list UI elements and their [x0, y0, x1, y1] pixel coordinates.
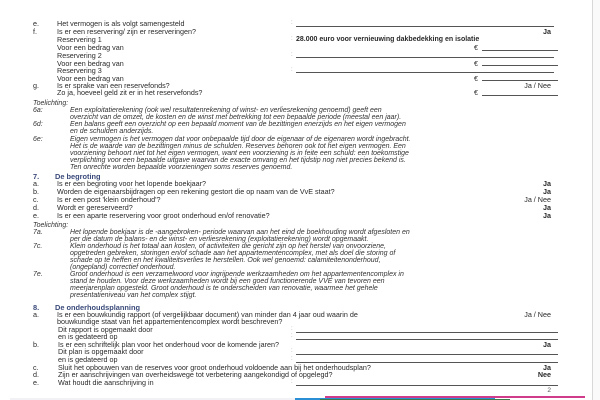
- reservation-value: 28.000 euro voor vernieuwing dakbedekking en isolatie: [296, 36, 480, 43]
- note-line: opgetreden gebreken, storingen en/of schade aan het appartementencomplex, met als doel die storing of: [70, 250, 396, 257]
- note-line: Groot onderhoud is een verzamelwoord voor ingrijpende werkzaamheden om het appartementencomplex in: [70, 271, 404, 278]
- item-label: a.: [33, 310, 39, 319]
- question-text: Dit rapport is opgemaakt door: [58, 325, 153, 334]
- question-text: Is er een schriftelijk plan voor het onderhoud voor de komende jaren?: [58, 340, 279, 349]
- item-label: e.: [33, 378, 39, 387]
- answer-field[interactable]: [296, 354, 558, 355]
- note-line: voorziening behoort niet tot het eigen vermogen, want een voorziening is in feite een schuld: een toekomstige: [70, 150, 409, 157]
- answer-value: Ja: [543, 179, 551, 188]
- section-number: 8.: [33, 303, 40, 312]
- answer-value: Ja: [543, 187, 551, 196]
- answer-field[interactable]: [296, 26, 554, 27]
- answer-options[interactable]: Ja / Nee: [524, 310, 551, 319]
- note-line: Ten onrechte worden bepaalde voorzieningen soms reserves genoemd.: [70, 164, 293, 171]
- note-label: 6e:: [33, 136, 43, 143]
- question-text: Zo ja, hoeveel geld zit er in het reservefonds?: [57, 88, 203, 97]
- toelichting-heading: Toelichting:: [33, 100, 69, 107]
- question-text: Zijn er aanschrijvingen van overheidswege tot verbetering aangekondigd of opgelegd?: [58, 370, 333, 379]
- question-text: Reservering 1: [57, 35, 102, 44]
- question-text: Is er een begroting voor het lopende boekjaar?: [57, 179, 207, 188]
- question-text: Voor een bedrag van: [57, 43, 124, 52]
- question-text: en is gedateerd op: [58, 332, 118, 341]
- question-text: Voor een bedrag van: [57, 74, 124, 83]
- amount-field[interactable]: [482, 65, 558, 66]
- question-text: Dit plan is opgemaakt door: [58, 347, 144, 356]
- item-label: a.: [33, 179, 39, 188]
- note-line: Het lopende boekjaar is de -aangebroken- periode waarvan aan het eind de boekhouding wordt afgesloten en: [70, 229, 410, 236]
- question-text: Is er een post 'klein onderhoud'?: [57, 195, 161, 204]
- note-line: (ongepland) correctief onderhoud.: [70, 264, 176, 271]
- question-text: Is er een aparte reservering voor groot onderhoud en/of renovatie?: [57, 211, 270, 220]
- answer-field[interactable]: [296, 339, 558, 340]
- item-label: c.: [33, 363, 39, 372]
- item-label: d.: [33, 203, 39, 212]
- note-label: 7a.: [33, 229, 43, 236]
- question-text: en is gedateerd op: [58, 355, 118, 364]
- answer-field[interactable]: [296, 332, 558, 333]
- note-label: 6a:: [33, 107, 43, 114]
- answer-value: Ja: [543, 363, 551, 372]
- note-line: Eigen vermogen is het vermogen dat voor onbepaalde tijd door de eigenaar of de eigenaren wordt ingebracht.: [70, 136, 411, 143]
- answer-field[interactable]: [296, 72, 554, 73]
- answer-options[interactable]: Ja / Nee: [524, 81, 551, 90]
- answer-value: Ja: [543, 27, 551, 36]
- note-label: 6d:: [33, 121, 43, 128]
- section-title: De onderhoudsplanning: [55, 303, 140, 312]
- note-line: verplichting voor een bepaalde uitgave waarvan de exacte omvang en het tijdstip nog niet precies bekend is.: [70, 157, 406, 164]
- page-number: 2: [547, 387, 551, 394]
- question-text: Reservering 2: [57, 51, 102, 60]
- note-line: Het is de waarde van de bezittingen minus de schulden. Reserves behoren ook tot het eigen vermogen. Een: [70, 143, 406, 150]
- note-line: overzicht van de omzet, de kosten en de winst met betrekking tot een bepaalde periode (meestal een jaar).: [70, 114, 402, 121]
- question-text: Reservering 3: [57, 66, 102, 75]
- answer-value: Nee: [537, 370, 551, 379]
- note-line: stand te houden. Voor deze werkzaamheden wordt bij een goed functionerende VVE van tevoren een: [70, 278, 385, 285]
- item-label: f.: [33, 27, 37, 36]
- note-line: per die datum de balans- en de winst- en verliesrekening (exploitatierekening) wordt opgemaakt.: [70, 236, 369, 243]
- question-text: Is er sprake van een reservefonds?: [57, 81, 170, 90]
- note-line: Klein onderhoud is het totaal aan kosten, of activiteiten die gericht zijn op het herstel van onvoorziene,: [70, 243, 386, 250]
- scan-margin: [593, 0, 600, 400]
- euro-sign: €: [474, 43, 478, 52]
- answer-field[interactable]: [296, 57, 554, 58]
- question-text: Het vermogen is als volgt samengesteld: [57, 19, 185, 28]
- note-line: Een exploitatierekening (ook wel resultatenrekening of winst- en verliesrekening genoemd) geeft een: [70, 107, 382, 114]
- euro-sign: €: [474, 74, 478, 83]
- note-label: 7e.: [33, 271, 43, 278]
- note-line: schade op te heffen en het kwaliteitsverlies te herstellen. Ook wel genoemd: calamiteitenonderhoud,: [70, 257, 381, 264]
- answer-value: Ja: [543, 203, 551, 212]
- section-title: De begroting: [55, 172, 101, 181]
- note-line: meerjarenplan opgesteld. Groot onderhoud is te onderscheiden van renovatie, waarmee het gehele: [70, 285, 378, 292]
- item-label: e.: [33, 19, 39, 28]
- amount-field[interactable]: [482, 95, 558, 96]
- question-text: Sluit het opbouwen van de reserves voor groot onderhoud voldoende aan bij het onderhoudsplan?: [58, 363, 371, 372]
- note-label: 7c.: [33, 243, 43, 250]
- note-line: Een balans geeft een overzicht op een bepaald moment van de bezittingen enerzijds en het eigen vermogen: [70, 121, 406, 128]
- question-text: Is er een bouwkundig rapport (of vergelijkbaar document) van minder dan 4 jaar oud waarin de: [57, 310, 358, 319]
- item-label: b.: [33, 340, 39, 349]
- answer-field[interactable]: [296, 385, 558, 386]
- question-text: Wat houdt die aanschrijving in: [58, 378, 154, 387]
- answer-options[interactable]: Ja / Nee: [524, 195, 551, 204]
- question-text: Voor een bedrag van: [57, 59, 124, 68]
- euro-sign: €: [474, 88, 478, 97]
- note-line: presentatieniveau van het complex stijgt.: [70, 292, 197, 299]
- item-label: c.: [33, 195, 39, 204]
- answer-value: Ja: [543, 340, 551, 349]
- item-label: e.: [33, 211, 39, 220]
- item-label: d.: [33, 370, 39, 379]
- question-text: Worden de eigenaarsbijdragen op een rekening gestort die op naam van de VvE staat?: [57, 187, 335, 196]
- note-line: en de schulden anderzijds.: [70, 128, 154, 135]
- euro-sign: €: [474, 59, 478, 68]
- toelichting-heading: Toelichting:: [33, 222, 69, 229]
- answer-value: Ja: [543, 211, 551, 220]
- item-label: b.: [33, 187, 39, 196]
- question-text: bouwkundige staat van het appartementencomplex wordt beschreven?: [57, 317, 283, 326]
- section-number: 7.: [33, 172, 40, 181]
- document-page: e. Het vermogen is als volgt samengesteld : f. Is er een reservering/ zijn er reserveringen? Ja Reservering 1 : 28.000 euro voor vernieuwing dakbedekking en isolatie Voor een bedrag van € Reservering 2 : Voor een bedrag van € Reservering 3 : Voor een bedrag van € g. Is er sprake van een reservefonds? Ja / Nee Zo ja, hoeveel geld zit er in het reservefonds? € Toelichting: 6a: Een exploitatierekening (ook wel resultatenrekening of winst- en verliesrekening genoemd) geeft een overzicht van de omzet, de kosten en de winst met betrekking tot een bepaalde periode (meestal een jaar). 6d: Een balans geeft een overzicht op een bepaald moment van de bezittingen enerzijds en het eigen vermogen en de schulden anderzijds. 6e: Eigen vermogen is het vermogen dat voor onbepaalde tijd door de eigenaar of de eigenaren wordt ingebracht. Het is de waarde van de bezittingen minus de schulden. Reserves behoren ook tot het eigen vermogen. Een voorziening behoort niet tot het eigen vermogen, want een voorziening is in feite een schuld: een toekomstige verplichting voor een bepaalde uitgave waarvan de exacte omvang en het tijdstip nog niet precies bekend is. Ten onrechte worden bepaalde voorzieningen soms reserves genoemd. 7. De begroting a. Is er een begroting voor het lopende boekjaar? Ja b. Worden de eigenaarsbijdragen op een rekening gestort die op naam van de VvE staat? Ja c. Is er een post 'klein onderhoud'? Ja / Nee d. Wordt er gereserveerd? Ja e. Is er een aparte reservering voor groot onderhoud en/of renovatie? Ja Toelichting: 7a. Het lopende boekjaar is de -aangebroken- periode waarvan aan het eind de boekhouding wordt afgesloten en per die datum de balans- en de winst- en verliesrekening (exploitatierekening) wordt opgemaakt. 7c. Klein onderhoud is het totaal aan kosten, of activiteiten die gericht zijn op het herstel van onvoorziene, opgetreden gebreken, storingen en/of schade aan het appartementencomplex, met als doel die storing of schade op te heffen en het kwaliteitsverlies te herstellen. Ook wel genoemd: calamiteitenonderhoud, (ongepland) correctief onderhoud. 7e. Groot onderhoud is een verzamelwoord voor ingrijpende werkzaamheden om het appartementencomplex in stand te houden. Voor deze werkzaamheden wordt bij een goed functionerende VVE van tevoren een meerjarenplan opgesteld. Groot onderhoud is te onderscheiden van renovatie, waarmee het gehele presentatieniveau van het complex stijgt. 8. De onderhoudsplanning a. Is er een bouwkundig rapport (of vergelijkbaar document) van minder dan 4 jaar oud waarin de bouwkundige staat van het appartementencomplex wordt beschreven? Ja / Nee Dit rapport is opgemaakt door : en is gedateerd op : b. Is er een schriftelijk plan voor het onderhoud voor de komende jaren? Ja Dit plan is opgemaakt door : en is gedateerd op : c. Sluit het opbouwen van de reserves voor groot onderhoud voldoende aan bij het onderhoudsplan? Ja d. Zijn er aanschrijvingen van overheidswege tot verbetering aangekondigd of opgelegd? Nee e. Wat houdt die aanschrijving in : 2: [0, 0, 593, 400]
- amount-field[interactable]: [482, 50, 558, 51]
- item-label: g.: [33, 81, 39, 90]
- question-text: Is er een reservering/ zijn er reserveringen?: [57, 27, 197, 36]
- question-text: Wordt er gereserveerd?: [57, 203, 133, 212]
